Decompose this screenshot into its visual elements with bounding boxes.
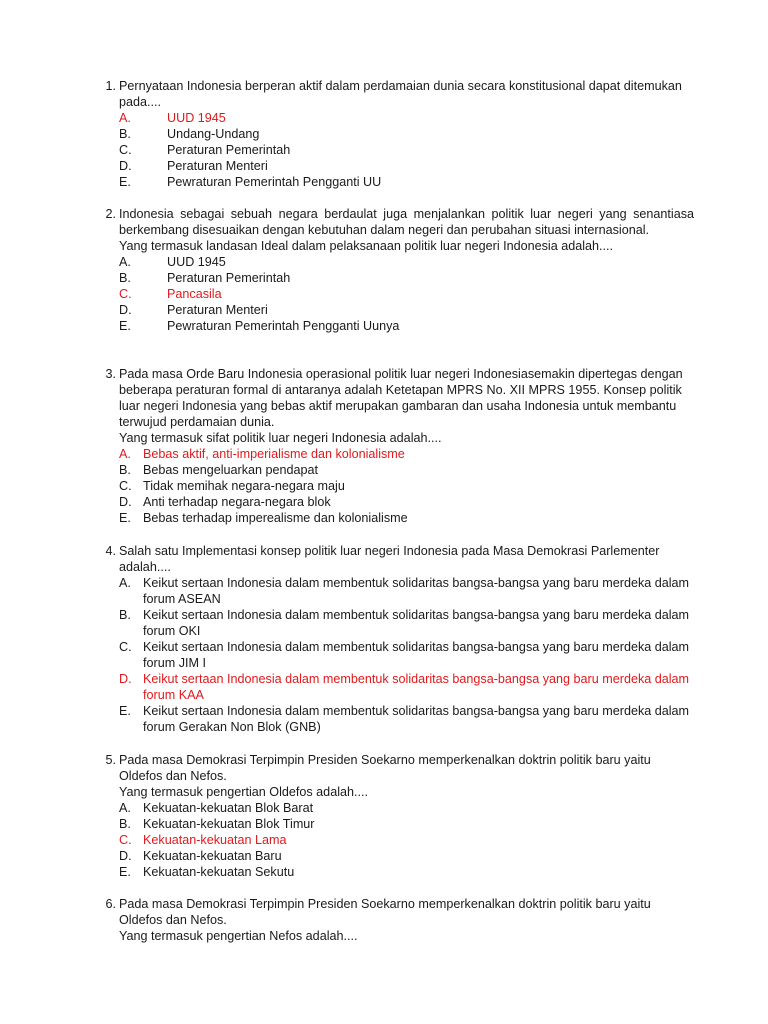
option-a[interactable]	[119, 800, 694, 816]
option-e[interactable]	[119, 174, 694, 190]
question-6	[0, 896, 768, 944]
option-text: Peraturan Pemerintah	[167, 271, 291, 285]
option-text: Tidak memihak negara-negara maju	[143, 479, 345, 493]
option-text: Peraturan Pemerintah	[167, 143, 291, 157]
question-number: 1.	[105, 79, 116, 93]
option-letter: D.	[119, 849, 132, 863]
option-text: Kekuatan-kekuatan Blok Barat	[143, 801, 314, 815]
question-text: Pada masa Orde Baru Indonesia operasional politik luar negeri Indonesiasemakin dipertegas dengan beberapa peraturan formal di antaranya adalah Ketetapan MPRS No. XII MPRS 1955. Konsep politik luar negeri Indonesia yang bebas aktif merupakan gambaran dan usaha Indonesia untuk membantu terwujud perdamaian dunia.	[119, 367, 683, 429]
option-letter: A.	[119, 447, 131, 461]
question-number: 4.	[105, 544, 116, 558]
option-text: Keikut sertaan Indonesia dalam membentuk solidaritas bangsa-bangsa yang baru merdeka dalam forum KAA	[143, 672, 690, 702]
option-letter: A.	[119, 111, 131, 125]
question-prompt: Yang termasuk pengertian Oldefos adalah....	[119, 785, 368, 799]
option-letter: D.	[119, 159, 132, 173]
question-prompt: Yang termasuk pengertian Nefos adalah....	[119, 929, 358, 943]
option-c[interactable]	[119, 832, 694, 848]
option-text: Pewraturan Pemerintah Pengganti Uunya	[167, 319, 400, 333]
option-letter: C.	[119, 640, 132, 654]
option-text: Keikut sertaan Indonesia dalam membentuk solidaritas bangsa-bangsa yang baru merdeka dalam forum ASEAN	[143, 576, 690, 606]
question-2	[0, 206, 768, 334]
option-d[interactable]	[119, 671, 694, 703]
option-text: UUD 1945	[167, 255, 226, 269]
option-letter: A.	[119, 801, 131, 815]
option-e[interactable]	[119, 510, 694, 526]
option-text: UUD 1945	[167, 111, 226, 125]
option-c[interactable]	[119, 478, 694, 494]
option-letter: D.	[119, 303, 132, 317]
option-letter: C.	[119, 479, 132, 493]
question-prompt: Yang termasuk sifat politik luar negeri Indonesia adalah....	[119, 431, 442, 445]
option-text: Bebas mengeluarkan pendapat	[143, 463, 319, 477]
option-text: Peraturan Menteri	[167, 159, 268, 173]
option-letter: C.	[119, 287, 132, 301]
option-letter: B.	[119, 127, 131, 141]
question-number: 5.	[105, 753, 116, 767]
option-letter: D.	[119, 672, 132, 686]
option-letter: E.	[119, 704, 131, 718]
question-text: Salah satu Implementasi konsep politik luar negeri Indonesia pada Masa Demokrasi Parlementer adalah....	[119, 544, 660, 574]
option-d[interactable]	[119, 302, 694, 318]
option-letter: E.	[119, 865, 131, 879]
option-letter: E.	[119, 319, 131, 333]
option-text: Keikut sertaan Indonesia dalam membentuk solidaritas bangsa-bangsa yang baru merdeka dalam forum JIM I	[143, 640, 690, 670]
option-text: Pewraturan Pemerintah Pengganti UU	[167, 175, 382, 189]
option-text: Kekuatan-kekuatan Blok Timur	[143, 817, 315, 831]
option-b[interactable]	[119, 816, 694, 832]
question-1	[0, 78, 768, 190]
option-text: Keikut sertaan Indonesia dalam membentuk solidaritas bangsa-bangsa yang baru merdeka dalam forum Gerakan Non Blok (GNB)	[143, 704, 690, 734]
option-letter: B.	[119, 271, 131, 285]
question-text: Pada masa Demokrasi Terpimpin Presiden Soekarno memperkenalkan doktrin politik baru yaitu Oldefos dan Nefos.	[119, 897, 651, 927]
option-b[interactable]	[119, 462, 694, 478]
option-text: Kekuatan-kekuatan Lama	[143, 833, 287, 847]
option-a[interactable]	[119, 575, 694, 607]
question-4	[0, 543, 768, 735]
option-e[interactable]	[119, 318, 694, 334]
option-b[interactable]	[119, 270, 694, 286]
question-3	[0, 366, 768, 526]
option-text: Peraturan Menteri	[167, 303, 268, 317]
question-prompt: Yang termasuk landasan Ideal dalam pelaksanaan politik luar negeri Indonesia adalah....	[119, 239, 614, 253]
option-letter: D.	[119, 495, 132, 509]
option-a[interactable]	[119, 110, 694, 126]
option-c[interactable]	[119, 639, 694, 671]
option-letter: A.	[119, 255, 131, 269]
option-text: Kekuatan-kekuatan Baru	[143, 849, 282, 863]
option-c[interactable]	[119, 286, 694, 302]
option-letter: C.	[119, 143, 132, 157]
option-a[interactable]	[119, 446, 694, 462]
option-text: Bebas terhadap imperealisme dan kolonialisme	[143, 511, 408, 525]
option-d[interactable]	[119, 494, 694, 510]
option-letter: B.	[119, 463, 131, 477]
option-letter: A.	[119, 576, 131, 590]
question-number: 6.	[105, 897, 116, 911]
option-letter: E.	[119, 511, 131, 525]
option-letter: B.	[119, 817, 131, 831]
option-text: Pancasila	[167, 287, 222, 301]
option-text: Kekuatan-kekuatan Sekutu	[143, 865, 295, 879]
question-number: 3.	[105, 367, 116, 381]
option-letter: E.	[119, 175, 131, 189]
option-letter: B.	[119, 608, 131, 622]
option-d[interactable]	[119, 848, 694, 864]
option-text: Bebas aktif, anti-imperialisme dan kolonialisme	[143, 447, 405, 461]
question-text: Pernyataan Indonesia berperan aktif dalam perdamaian dunia secara konstitusional dapat ditemukan pada....	[119, 79, 682, 109]
question-text: Pada masa Demokrasi Terpimpin Presiden Soekarno memperkenalkan doktrin politik baru yaitu Oldefos dan Nefos.	[119, 753, 651, 783]
option-a[interactable]	[119, 254, 694, 270]
question-5	[0, 752, 768, 880]
option-text: Keikut sertaan Indonesia dalam membentuk solidaritas bangsa-bangsa yang baru merdeka dalam forum OKI	[143, 608, 690, 638]
option-c[interactable]	[119, 142, 694, 158]
option-letter: C.	[119, 833, 132, 847]
option-text: Undang-Undang	[167, 127, 260, 141]
option-e[interactable]	[119, 864, 694, 880]
option-text: Anti terhadap negara-negara blok	[143, 495, 331, 509]
question-text: Indonesia sebagai sebuah negara berdaulat juga menjalankan politik luar negeri yang senantiasa berkembang disesuaikan dengan kebutuhan dalam negeri dan perubahan situasi internasional.	[119, 207, 694, 237]
question-number: 2.	[105, 207, 116, 221]
option-b[interactable]	[119, 126, 694, 142]
option-b[interactable]	[119, 607, 694, 639]
option-e[interactable]	[119, 703, 694, 735]
option-d[interactable]	[119, 158, 694, 174]
